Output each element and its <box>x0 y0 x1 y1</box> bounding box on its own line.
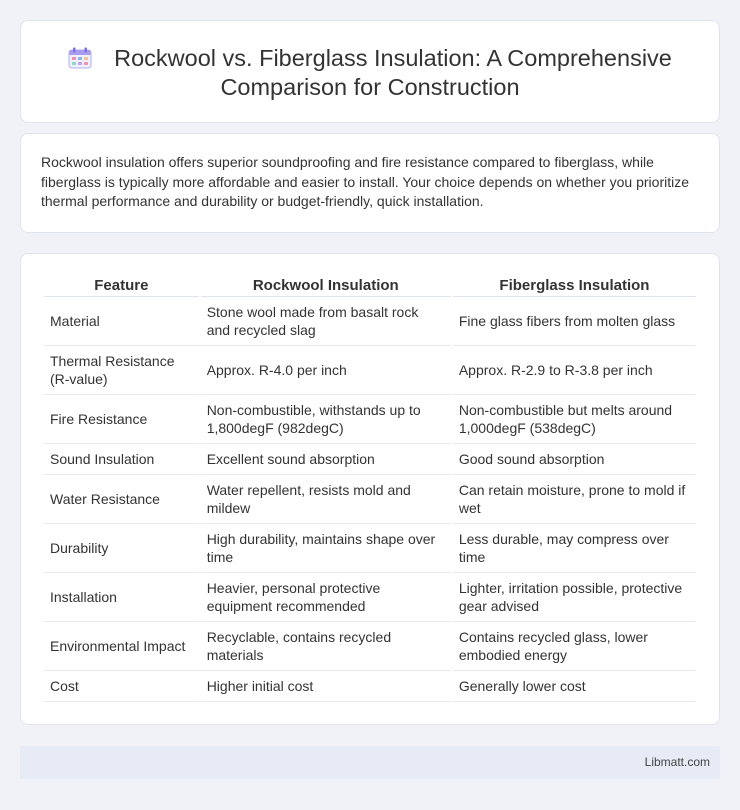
header-fiberglass: Fiberglass Insulation <box>453 275 696 297</box>
fiberglass-cell: Less durable, may compress over time <box>453 524 696 573</box>
fiberglass-cell: Approx. R-2.9 to R-3.8 per inch <box>453 346 696 395</box>
page-title: Rockwool vs. Fiberglass Insulation: A Comprehensive Comparison for Construction <box>114 45 672 100</box>
table-row <box>44 622 696 671</box>
table-row <box>44 346 696 395</box>
table-row <box>44 475 696 524</box>
fiberglass-cell: Non-combustible but melts around 1,000degF (538degC) <box>453 395 696 444</box>
comparison-table-card <box>20 253 720 725</box>
feature-cell: Installation <box>44 573 199 622</box>
fiberglass-cell: Good sound absorption <box>453 444 696 475</box>
table-header-row <box>44 275 696 297</box>
feature-cell: Environmental Impact <box>44 622 199 671</box>
feature-cell: Cost <box>44 671 199 702</box>
rockwool-cell: Higher initial cost <box>201 671 451 702</box>
table-row <box>44 671 696 702</box>
summary-text: Rockwool insulation offers superior soundproofing and fire resistance compared to fiberglass, while fiberglass is typically more affordable and easier to install. Your choice depends on whether you prioritize thermal performance and durability or budget-friendly, quick installation. <box>41 154 689 209</box>
table-row <box>44 444 696 475</box>
rockwool-cell: Stone wool made from basalt rock and recycled slag <box>201 297 451 346</box>
page-title-wrap <box>21 44 719 102</box>
rockwool-cell: Approx. R-4.0 per inch <box>201 346 451 395</box>
rockwool-cell: Excellent sound absorption <box>201 444 451 475</box>
header-feature: Feature <box>44 275 199 297</box>
table-row <box>44 573 696 622</box>
feature-cell: Thermal Resistance (R-value) <box>44 346 199 395</box>
feature-cell: Material <box>44 297 199 346</box>
fiberglass-cell: Lighter, irritation possible, protective gear advised <box>453 573 696 622</box>
calendar-icon <box>68 47 92 69</box>
rockwool-cell: High durability, maintains shape over time <box>201 524 451 573</box>
fiberglass-cell: Can retain moisture, prone to mold if wet <box>453 475 696 524</box>
footer-site-link[interactable]: Libmatt.com <box>644 755 710 769</box>
comparison-table <box>42 275 698 702</box>
fiberglass-cell: Contains recycled glass, lower embodied energy <box>453 622 696 671</box>
table-row <box>44 297 696 346</box>
footer <box>20 746 720 779</box>
rockwool-cell: Water repellent, resists mold and mildew <box>201 475 451 524</box>
table-row <box>44 524 696 573</box>
table-row <box>44 395 696 444</box>
rockwool-cell: Heavier, personal protective equipment recommended <box>201 573 451 622</box>
feature-cell: Sound Insulation <box>44 444 199 475</box>
summary-card <box>20 133 720 233</box>
header-rockwool: Rockwool Insulation <box>201 275 451 297</box>
title-card <box>20 20 720 123</box>
feature-cell: Fire Resistance <box>44 395 199 444</box>
rockwool-cell: Non-combustible, withstands up to 1,800degF (982degC) <box>201 395 451 444</box>
feature-cell: Durability <box>44 524 199 573</box>
fiberglass-cell: Fine glass fibers from molten glass <box>453 297 696 346</box>
feature-cell: Water Resistance <box>44 475 199 524</box>
rockwool-cell: Recyclable, contains recycled materials <box>201 622 451 671</box>
fiberglass-cell: Generally lower cost <box>453 671 696 702</box>
